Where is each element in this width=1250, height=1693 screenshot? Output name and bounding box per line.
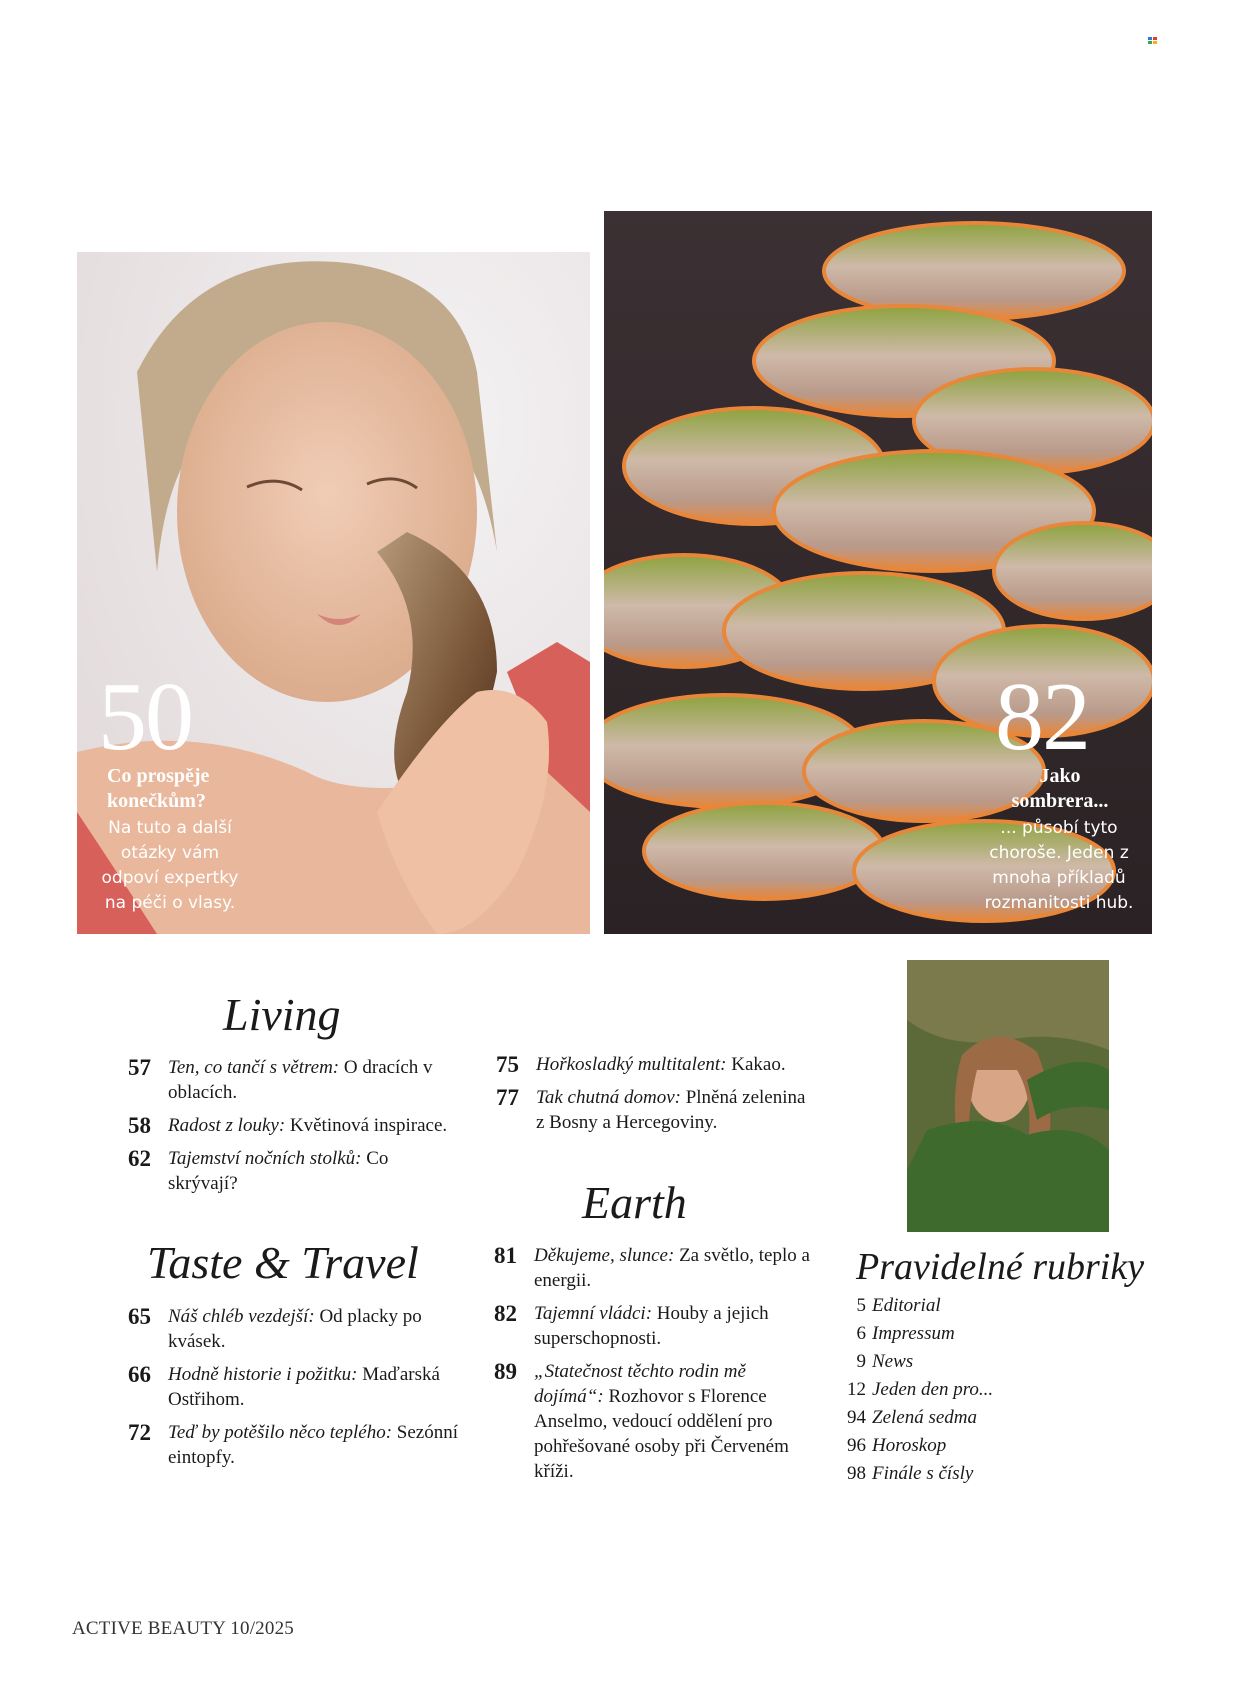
feature-text-1: Na tuto a další otázky vám odpoví expertky na péči o vlasy. [101, 818, 239, 913]
toc-entry-title: Maďarská Ostřihom. [168, 1364, 440, 1410]
toc-entry-topic: Děkujeme, slunce: [534, 1245, 675, 1266]
feature-title-2: Jako sombrera... [1011, 765, 1109, 812]
toc-page-number: 62 [128, 1146, 151, 1171]
toc-entry-title: O dracích v oblacích. [168, 1057, 433, 1103]
regular-page-number: 5 [856, 1295, 866, 1316]
toc-entry[interactable] [128, 1113, 458, 1138]
regular-item[interactable] [836, 1460, 993, 1488]
regular-label: Jeden den pro... [872, 1379, 994, 1400]
feature-number-1: 50 [98, 663, 192, 771]
toc-page-number: 77 [496, 1085, 519, 1110]
toc-page-number: 65 [128, 1304, 151, 1329]
regular-label: Horoskop [872, 1435, 947, 1456]
regular-item[interactable] [836, 1320, 993, 1348]
toc-page-number: 66 [128, 1362, 151, 1387]
corner-logo-icon [1148, 32, 1158, 50]
regular-label: Zelená sedma [872, 1407, 978, 1428]
toc-taste-travel-continued [496, 1052, 816, 1143]
regular-item[interactable] [836, 1376, 993, 1404]
regular-columns-list [836, 1292, 993, 1488]
toc-entry[interactable] [496, 1085, 816, 1135]
feature-title-1: Co prospěje konečkům? [107, 765, 210, 812]
regular-page-number: 12 [847, 1379, 866, 1400]
section-heading-living: Living [223, 989, 341, 1040]
toc-taste-travel [128, 1304, 458, 1478]
toc-entry-title: Od placky po kvásek. [168, 1306, 422, 1352]
toc-page-number: 89 [494, 1359, 517, 1384]
regular-item[interactable] [836, 1404, 993, 1432]
toc-entry-topic: Ten, co tančí s větrem: [168, 1057, 340, 1078]
toc-entry-topic: Tajemní vládci: [534, 1303, 653, 1324]
toc-entry-title: Květinová inspirace. [285, 1115, 448, 1136]
toc-page-number: 72 [128, 1420, 151, 1445]
toc-page-number: 82 [494, 1301, 517, 1326]
section-heading-taste-travel: Taste & Travel [147, 1237, 419, 1288]
feature-number-2: 82 [995, 663, 1089, 771]
toc-entry[interactable] [494, 1301, 812, 1351]
regular-label: Editorial [872, 1295, 941, 1316]
regular-page-number: 6 [856, 1323, 866, 1344]
toc-entry-topic: „Statečnost těchto rodin mě dojímá“: [534, 1361, 746, 1407]
section-heading-earth: Earth [582, 1177, 687, 1228]
toc-entry[interactable] [494, 1359, 812, 1484]
toc-entry[interactable] [128, 1146, 458, 1196]
toc-entry-topic: Hořkosladký multitalent: [536, 1054, 727, 1075]
toc-entry-title: Plněná zelenina z Bosny a Hercegoviny. [536, 1087, 806, 1133]
feature-text-2: ... působí tyto choroše. Jeden z mnoha příkladů rozmanitosti hub. [984, 818, 1134, 913]
toc-entry-topic: Tak chutná domov: [536, 1087, 681, 1108]
toc-page-number: 75 [496, 1052, 519, 1077]
toc-page-number: 81 [494, 1243, 517, 1268]
regular-page-number: 96 [847, 1435, 866, 1456]
regular-label: Impressum [872, 1323, 955, 1344]
toc-page-number: 57 [128, 1055, 151, 1080]
section-heading-regular: Pravidelné rubriky [856, 1246, 1145, 1288]
toc-entry-title: Za světlo, teplo a energii. [534, 1245, 810, 1291]
toc-page-number: 58 [128, 1113, 151, 1138]
toc-entry-title: Houby a jejich superschopnosti. [534, 1303, 769, 1349]
toc-entry-title: Rozhovor s Florence Anselmo, vedoucí oddělení pro pohřešované osoby při Červeném kříži. [534, 1386, 789, 1482]
toc-living [128, 1055, 458, 1204]
toc-entry[interactable] [128, 1304, 458, 1354]
toc-entry-topic: Hodně historie i požitku: [168, 1364, 358, 1385]
regular-item[interactable] [836, 1348, 993, 1376]
toc-entry-topic: Náš chléb vezdejší: [168, 1306, 315, 1327]
regular-columns-photo[interactable] [907, 960, 1109, 1232]
regular-item[interactable] [836, 1432, 993, 1460]
toc-entry-topic: Radost z louky: [168, 1115, 286, 1136]
page-footer: ACTIVE BEAUTY 10/2025 [72, 1618, 294, 1639]
toc-entry-title: Kakao. [726, 1054, 786, 1075]
toc-earth [494, 1243, 812, 1492]
regular-item[interactable] [836, 1292, 993, 1320]
regular-page-number: 9 [856, 1351, 866, 1372]
toc-entry[interactable] [494, 1243, 812, 1293]
toc-entry-topic: Tajemství nočních stolků: [168, 1148, 362, 1169]
toc-entry-topic: Teď by potěšilo něco teplého: [168, 1422, 393, 1443]
toc-entry[interactable] [128, 1055, 458, 1105]
regular-page-number: 94 [847, 1407, 866, 1428]
toc-entry[interactable] [128, 1362, 458, 1412]
toc-entry-title: Sezónní eintopfy. [168, 1422, 458, 1468]
regular-page-number: 98 [847, 1463, 866, 1484]
toc-entry-title: Co skrývají? [168, 1148, 389, 1194]
regular-label: Finále s čísly [872, 1463, 974, 1484]
toc-entry[interactable] [496, 1052, 816, 1077]
regular-label: News [872, 1351, 914, 1372]
toc-entry[interactable] [128, 1420, 458, 1470]
